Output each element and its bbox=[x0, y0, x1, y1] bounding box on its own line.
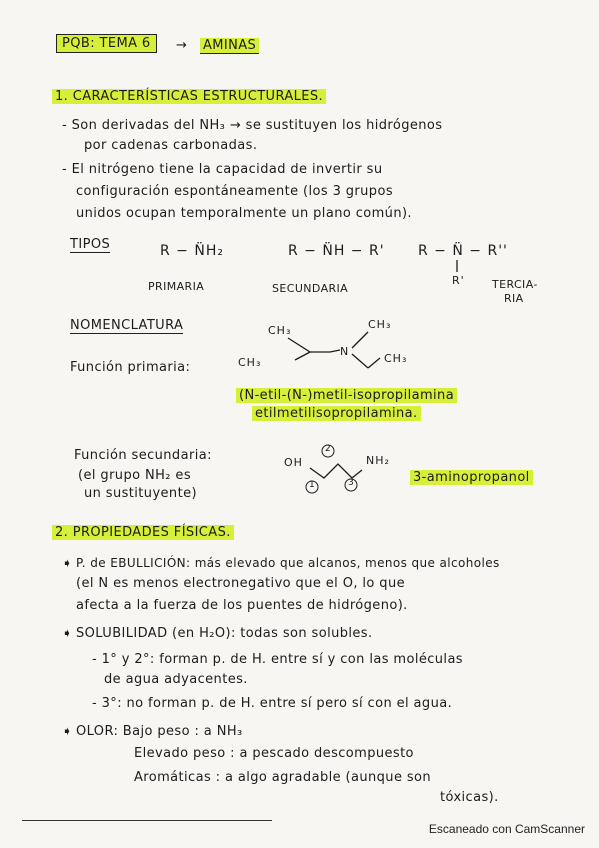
struct2-num-1: 1 bbox=[309, 480, 315, 490]
diamond-bullet-icon: ➧ bbox=[62, 556, 73, 570]
section1-title: 1. CARACTERÍSTICAS ESTRUCTURALES. bbox=[52, 89, 326, 104]
diamond-bullet-icon: ➧ bbox=[62, 724, 73, 738]
section1-bullet1-line2: por cadenas carbonadas. bbox=[84, 138, 258, 153]
name2: 3-aminopropanol bbox=[410, 470, 533, 485]
ebullicion-line3: afecta a la fuerza de los puentes de hidrógeno). bbox=[76, 598, 408, 613]
funcion-secundaria-line1: Función secundaria: bbox=[74, 448, 212, 463]
sol-b-line1: - 3°: no forman p. de H. entre sí pero sí con el agua. bbox=[92, 696, 453, 711]
header-topic: AMINAS bbox=[200, 38, 259, 54]
struct1-ch3-bottom-right: CH₃ bbox=[384, 352, 408, 365]
sol-a-line1: - 1° y 2°: forman p. de H. entre sí y con las moléculas bbox=[92, 652, 463, 667]
struct1-skeleton bbox=[260, 320, 420, 380]
formula-terciaria-sub: R' bbox=[452, 274, 465, 287]
struct2-nh2: NH₂ bbox=[366, 454, 390, 467]
struct1-n: N bbox=[340, 345, 350, 358]
olor-line3: Aromáticas : a algo agradable (aunque son bbox=[134, 770, 432, 785]
section1-bullet1-line1: - Son derivadas del NH₃ → se sustituyen los hidrógenos bbox=[62, 118, 443, 133]
name1-line1: (N-etil-(N-)metil-isopropilamina bbox=[236, 388, 457, 403]
struct2-oh: OH bbox=[284, 456, 303, 469]
formula-terciaria: R − N̈ − R'' bbox=[418, 243, 508, 259]
header-box-label: PQB: TEMA 6 bbox=[56, 34, 157, 53]
formula-primaria: R − N̈H₂ bbox=[160, 243, 224, 259]
struct1-ch3-top-left: CH₃ bbox=[268, 324, 292, 337]
label-secundaria: SECUNDARIA bbox=[272, 282, 349, 295]
struct1-ch3-top-right: CH₃ bbox=[368, 318, 392, 331]
footer-divider bbox=[22, 820, 272, 821]
olor-line4: tóxicas). bbox=[440, 790, 499, 805]
funcion-secundaria-line2: (el grupo NH₂ es bbox=[78, 468, 192, 483]
section1-bullet2-line1: - El nitrógeno tiene la capacidad de invertir su bbox=[62, 162, 383, 177]
section2-title: 2. PROPIEDADES FÍSICAS. bbox=[52, 525, 234, 540]
solubilidad-line1: SOLUBILIDAD (en H₂O): todas son solubles. bbox=[76, 626, 373, 641]
label-terciaria-2: RIA bbox=[504, 292, 524, 305]
struct2-num-3: 3 bbox=[348, 478, 354, 488]
section1-bullet2-line3: unidos ocupan temporalmente un plano común). bbox=[76, 206, 412, 221]
label-terciaria-1: TERCIA- bbox=[492, 278, 538, 291]
funcion-secundaria-line3: un sustituyente) bbox=[84, 486, 197, 501]
section1-bullet2-line2: configuración espontáneamente (los 3 grupos bbox=[76, 184, 393, 199]
scanner-watermark: Escaneado con CamScanner bbox=[428, 822, 585, 836]
ebullicion-line2: (el N es menos electronegativo que el O, lo que bbox=[76, 576, 405, 591]
label-primaria: PRIMARIA bbox=[148, 280, 205, 293]
olor-line2: Elevado peso : a pescado descompuesto bbox=[134, 746, 414, 761]
nomenclatura-label: NOMENCLATURA bbox=[70, 318, 184, 333]
diamond-bullet-icon: ➧ bbox=[62, 626, 73, 640]
struct2-num-2: 2 bbox=[325, 444, 331, 454]
olor-line1: OLOR: Bajo peso : a NH₃ bbox=[76, 724, 243, 739]
tipos-label: TIPOS bbox=[70, 237, 111, 252]
formula-secundaria: R − N̈H − R' bbox=[288, 243, 385, 259]
ebullicion-line1: P. de EBULLICIÓN: más elevado que alcanos, menos que alcoholes bbox=[76, 556, 500, 570]
header-arrow: → bbox=[176, 38, 188, 53]
funcion-primaria-label: Función primaria: bbox=[70, 360, 191, 375]
struct1-ch3-bottom-left: CH₃ bbox=[238, 356, 262, 369]
sol-a-line2: de agua adyacentes. bbox=[104, 672, 248, 687]
name1-line2: etilmetilisopropilamina. bbox=[252, 406, 421, 421]
